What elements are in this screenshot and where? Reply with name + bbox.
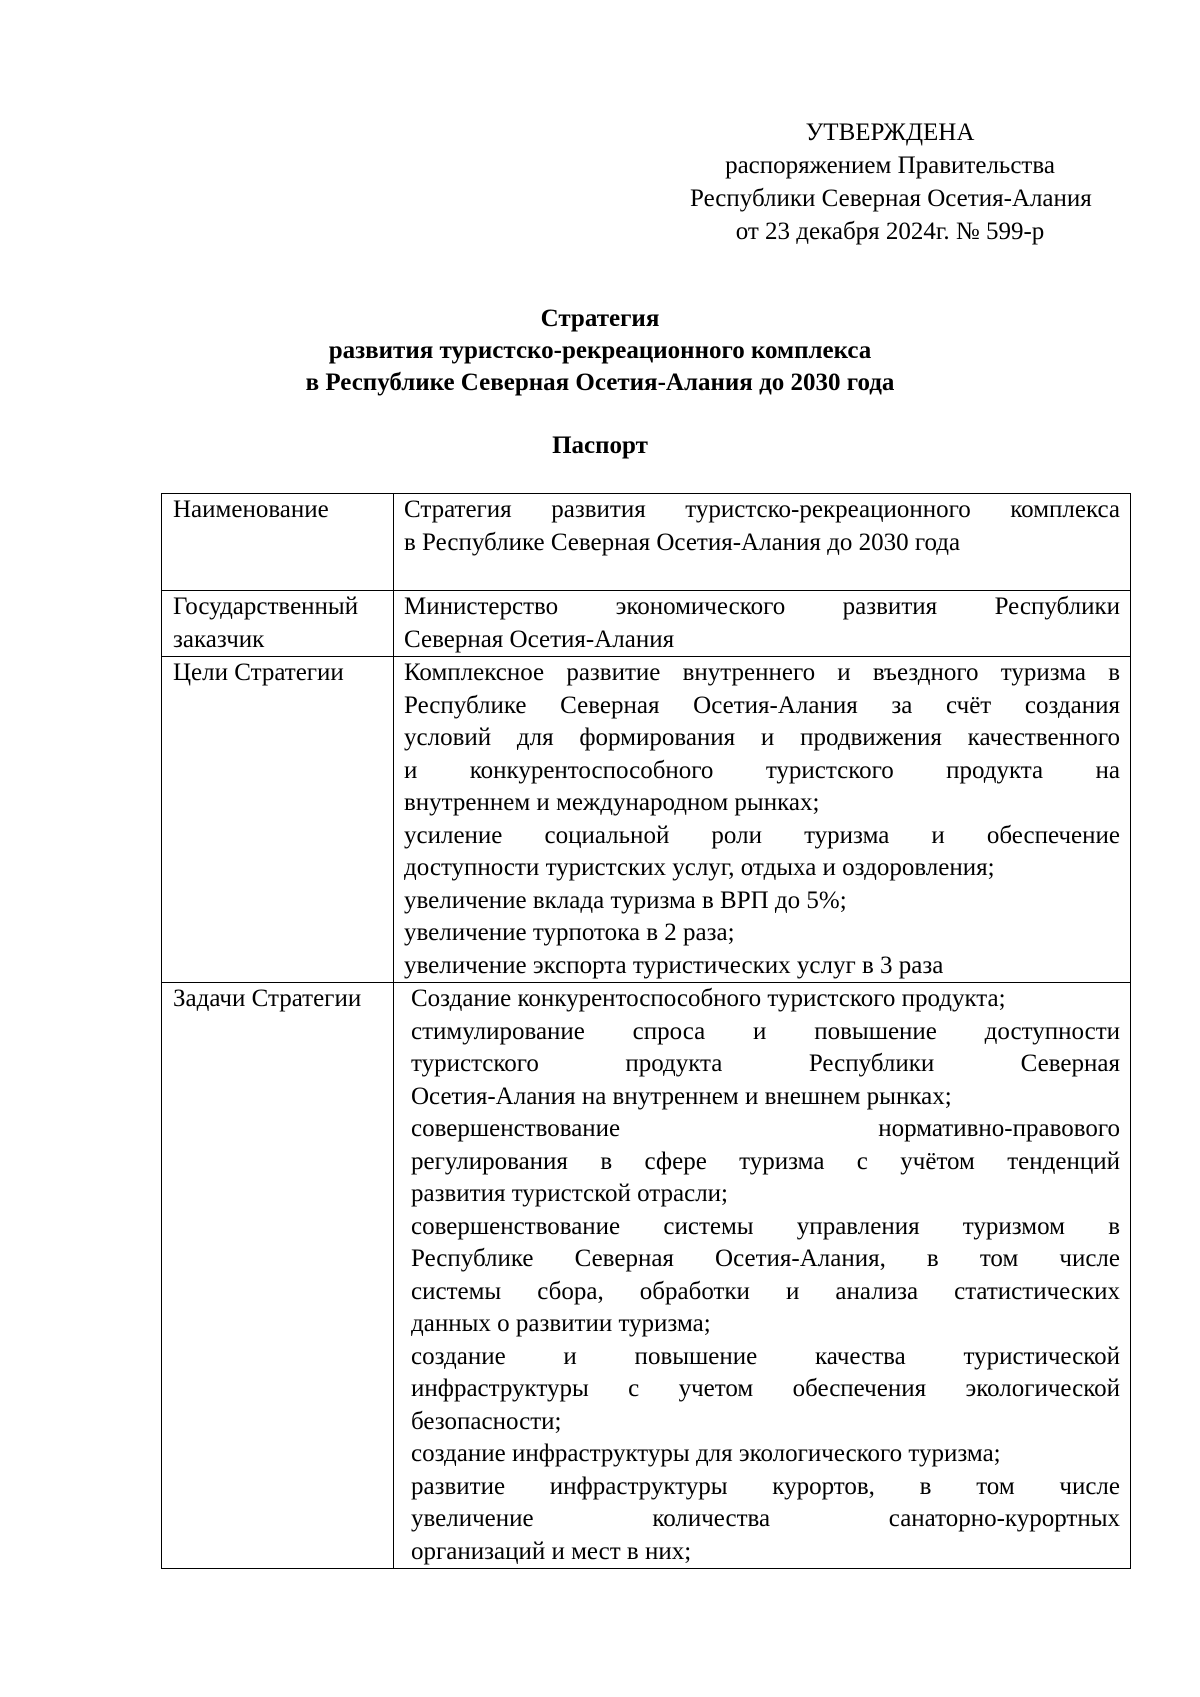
text-line: увеличение вклада туризма в ВРП до 5%; (404, 886, 847, 914)
text-line: регулирования в сфере туризма с учётом тенденций (411, 1147, 1120, 1175)
row-label (162, 591, 394, 657)
text-line: системы сбора, обработки и анализа статистических (411, 1277, 1120, 1305)
text-line: Северная Осетия-Алания (404, 625, 675, 653)
text-line: Осетия-Алания на внутреннем и внешнем рынках; (411, 1082, 952, 1110)
row-value (394, 494, 1131, 591)
text-line: организаций и мест в них; (411, 1537, 692, 1565)
text-line: туристского продукта Республики Северная (411, 1050, 1120, 1077)
text-line: стимулирование спроса и повышение доступности (411, 1017, 1120, 1045)
text-line: Стратегия развития туристско-рекреационного комплекса (404, 496, 1120, 523)
title-line: Стратегия (540, 305, 660, 332)
row-value (394, 983, 1131, 1569)
text-line: и конкурентоспособного туристского продукта на (404, 756, 1120, 784)
approval-title: УТВЕРЖДЕНА (805, 119, 975, 146)
text-line: развития туристской отрасли; (411, 1180, 729, 1207)
title-line: развития туристско-рекреационного комплекса (328, 337, 872, 364)
text-line: условий для формирования и продвижения качественного (404, 724, 1120, 751)
row-value (394, 657, 1131, 983)
text-line: Министерство экономического развития Республики (404, 593, 1120, 620)
label-line: заказчик (173, 625, 265, 653)
text-line: Комплексное развитие внутреннего и въездного туризма в (404, 659, 1120, 686)
passport-heading: Паспорт (552, 432, 648, 459)
text-line: внутреннем и международном рынках; (404, 789, 820, 816)
approval-line: распоряжением Правительства (725, 152, 1055, 179)
text-line: создание инфраструктуры для экологического туризма; (411, 1440, 1001, 1467)
table-row (162, 591, 1131, 657)
text-line: Республике Северная Осетия-Алания, в том числе (411, 1245, 1120, 1272)
row-label: Задачи Стратегии (162, 983, 394, 1569)
passport-table (161, 493, 1131, 1569)
text-line: увеличение количества санаторно-курортных (411, 1505, 1120, 1532)
text-line: увеличение турпотока в 2 раза; (404, 919, 735, 946)
text-line: усиление социальной роли туризма и обеспечение (404, 821, 1120, 849)
text-line: безопасности; (411, 1407, 562, 1435)
text-line: Республике Северная Осетия-Алания за счёт создания (404, 691, 1120, 719)
text-line: увеличение экспорта туристических услуг в 3 раза (404, 951, 944, 979)
row-value (394, 591, 1131, 657)
approval-line: Республики Северная Осетия-Алания (690, 185, 1092, 212)
row-label: Цели Стратегии (162, 657, 394, 983)
text-line: совершенствование системы управления туризмом в (411, 1212, 1120, 1240)
table-row (162, 657, 1131, 983)
text-line: совершенствование нормативно-правового (411, 1115, 1120, 1142)
text-line: доступности туристских услуг, отдыха и оздоровления; (404, 854, 995, 881)
table-row (162, 494, 1131, 591)
text-line: данных о развитии туризма; (411, 1310, 711, 1337)
title-line: в Республике Северная Осетия-Алания до 2030 года (305, 369, 895, 396)
approval-date: от 23 декабря 2024г. № 599-р (735, 218, 1045, 245)
text-line: инфраструктуры с учетом обеспечения экологической (411, 1375, 1120, 1402)
text-line: Создание конкурентоспособного туристского продукта; (411, 985, 1006, 1012)
approval-stamp (690, 116, 1090, 248)
document-title (0, 303, 1200, 399)
text-line: создание и повышение качества туристической (411, 1342, 1120, 1370)
text-line: в Республике Северная Осетия-Алания до 2030 года (404, 528, 961, 556)
label-line: Государственный (173, 593, 359, 620)
text-line: развитие инфраструктуры курортов, в том числе (411, 1472, 1120, 1500)
table-row (162, 983, 1131, 1569)
row-label: Наименование (162, 494, 394, 591)
